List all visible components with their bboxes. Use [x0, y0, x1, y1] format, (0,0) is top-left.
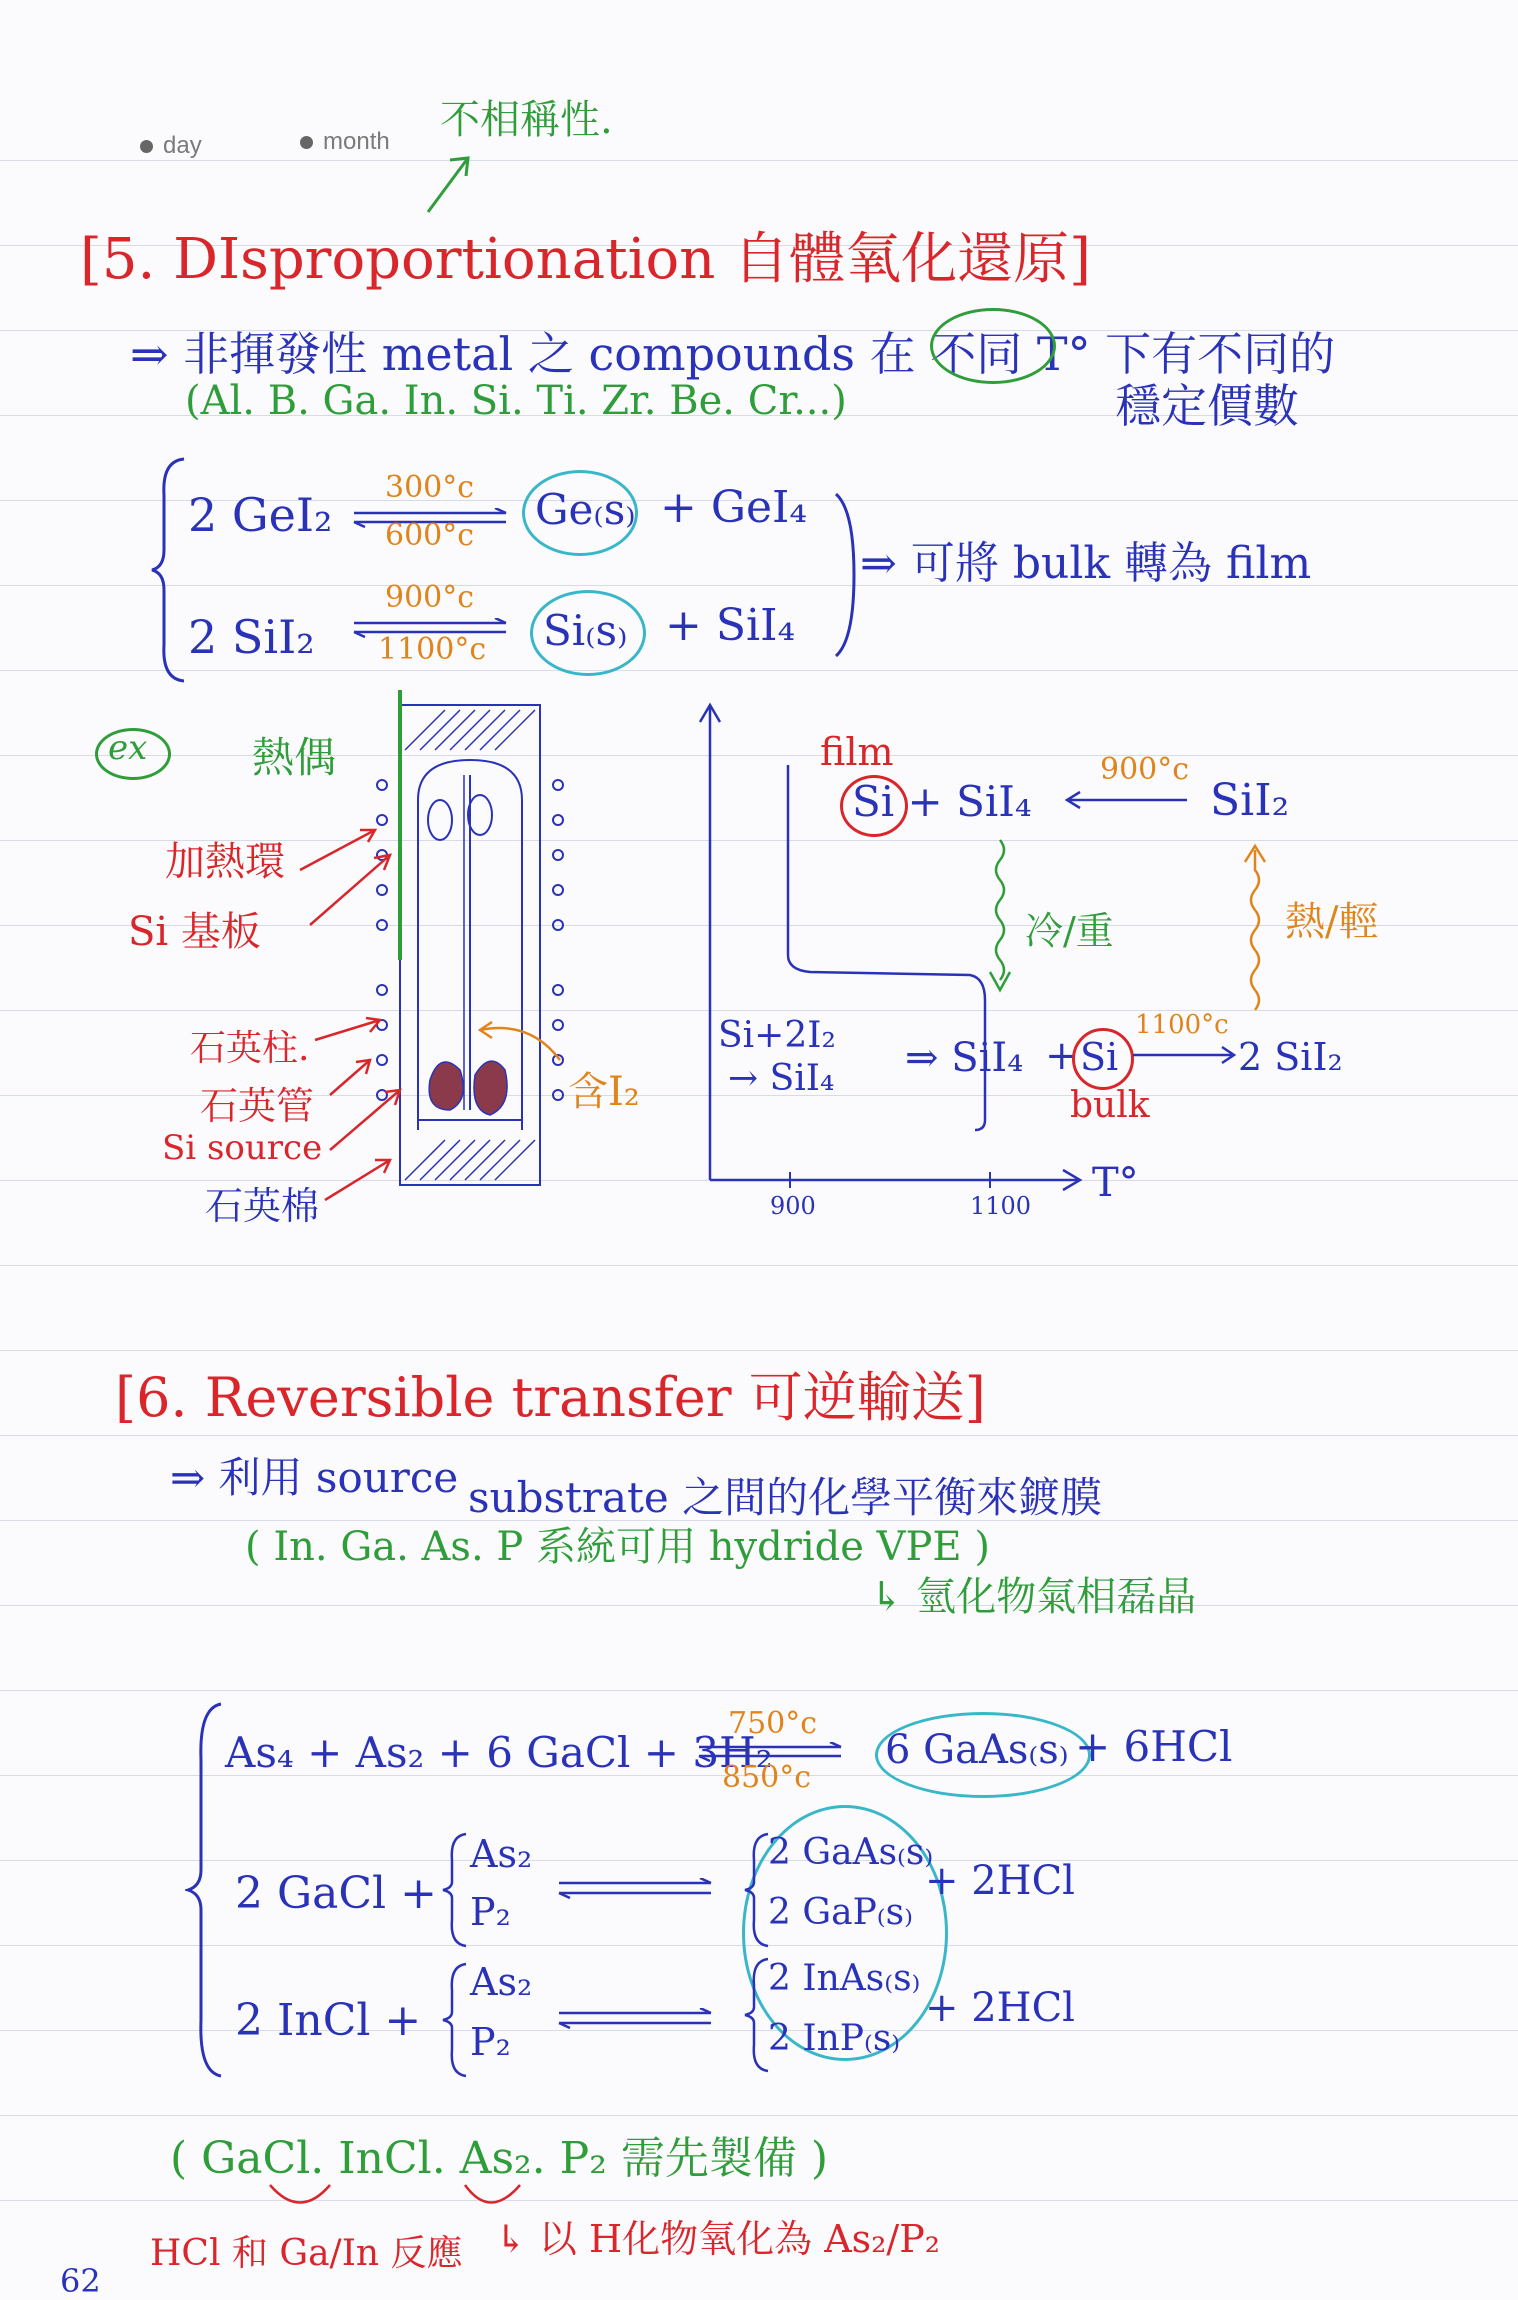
graph-bottom-mid: ⇒ SiI₄ [905, 1035, 1024, 1081]
graph-film-label: film [820, 730, 894, 774]
quartz-rod-label: 石英柱. [190, 1028, 310, 1069]
eq2-byproduct: + SiI₄ [665, 600, 796, 651]
graph-bottom-left-2: → SiI₄ [728, 1058, 835, 1099]
section6-line1b: substrate 之間的化學平衡來鍍膜 [468, 1473, 1103, 1522]
i2-pointer-arrow-icon [470, 1010, 570, 1070]
eqB-reagent-as2: As₂ [470, 1832, 533, 1876]
graph-top-left-reaction: Si + SiI₄ [852, 777, 1032, 826]
section5-line1: ⇒ 非揮發性 metal 之 compounds 在 不同 T° 下有不同的 [130, 327, 1336, 381]
label-pointer-arrows [290, 790, 420, 1240]
eqA-forward-temp: 750°c [728, 1706, 818, 1741]
hydride-vpe-note: ↳ 氫化物氣相磊晶 [870, 1574, 1197, 1620]
ruled-line [0, 2200, 1518, 2201]
right-bracket-icon [832, 490, 862, 660]
equilibrium-arrow-icon [555, 2008, 715, 2030]
ruled-line [0, 2115, 1518, 2116]
page-number: 62 [60, 2262, 101, 2300]
hydride-oxidation-note: ↳ 以 H化物氧化為 As₂/P₂ [495, 2217, 940, 2261]
month-field [300, 128, 390, 156]
equilibrium-arrow-icon [555, 1878, 715, 1900]
eq1-reactant: 2 GeI₂ [188, 488, 333, 542]
note-disproportionation: 不相稱性. [440, 97, 613, 143]
section6-title: [6. Reversible transfer 可逆輸送] [115, 1366, 986, 1429]
day-field [140, 132, 202, 160]
eqA-byproduct: + 6HCl [1075, 1722, 1233, 1771]
graph-bottom-right-species: 2 SiI₂ [1238, 1035, 1343, 1079]
ruled-line [0, 1265, 1518, 1266]
graph-bottom-left-1: Si+2I₂ [718, 1015, 836, 1056]
eqB-reactant: 2 GaCl + [235, 1868, 437, 1919]
eqC-reagent-as2: As₂ [470, 1960, 533, 2004]
hcl-reaction-note: HCl 和 Ga/In 反應 [150, 2233, 463, 2274]
equilibrium-arrow-icon [695, 1742, 845, 1762]
ruled-line [0, 160, 1518, 161]
month-label: month [323, 128, 390, 155]
section5-valence: 穩定價數 [1115, 379, 1299, 433]
substrate-label: Si 基板 [128, 909, 261, 955]
si-source-label: Si source [162, 1128, 323, 1168]
quartz-wool-label: 石英棉 [205, 1184, 320, 1228]
eqC-reactant: 2 InCl + [235, 1995, 422, 2046]
eq2-product: Si₍s₎ [543, 606, 628, 655]
wavy-up-arrow-icon [1240, 840, 1270, 1020]
left-brace-icon [185, 1700, 225, 2080]
x-tick-900: 900 [770, 1192, 816, 1220]
eqC-byproduct: + 2HCl [925, 1985, 1075, 2031]
graph-bottom-temp: 1100°c [1135, 1010, 1229, 1040]
plus-sign: + [1045, 1033, 1079, 1079]
section6-line1a: ⇒ 利用 source [170, 1453, 459, 1502]
eq1-forward-temp: 300°c [385, 470, 475, 505]
highlight-circle [930, 308, 1056, 384]
eq2-reverse-temp: 1100°c [378, 632, 487, 667]
right-arrow-icon [1130, 1045, 1240, 1065]
eqC-product-inp: 2 InP₍s₎ [768, 2018, 901, 2059]
quartz-tube-label: 石英管 [200, 1084, 315, 1128]
eqA-reverse-temp: 850°c [722, 1760, 812, 1795]
eq1-reverse-temp: 600°c [385, 518, 475, 553]
graph-top-temp: 900°c [1100, 752, 1190, 787]
eqB-product-gaas: 2 GaAs₍s₎ [768, 1832, 934, 1873]
left-arrow-icon [1062, 790, 1192, 810]
x-tick-1100: 1100 [970, 1192, 1032, 1220]
eqC-reagent-p2: P₂ [470, 2020, 511, 2064]
eqB-byproduct: + 2HCl [925, 1858, 1075, 1904]
precursor-prep-note: ( GaCl. InCl. As₂. P₂ 需先製備 ) [170, 2133, 829, 2184]
thermocouple-label: 熱偶 [252, 733, 337, 782]
ruled-line [0, 1350, 1518, 1351]
eqA-product: 6 GaAs₍s₎ [885, 1727, 1069, 1773]
section5-elements: (Al. B. Ga. In. Si. Ti. Zr. Be. Cr...) [185, 378, 847, 424]
section5-title: [5. DIsproportionation 自體氧化還原] [80, 227, 1091, 292]
left-brace-icon [440, 1960, 470, 2080]
ruled-line [0, 1690, 1518, 1691]
cold-heavy-label: 冷/重 [1025, 909, 1114, 953]
ruled-line [0, 1435, 1518, 1436]
left-brace-icon [440, 1830, 470, 1950]
eqB-reagent-p2: P₂ [470, 1890, 511, 1934]
bullet-icon [140, 140, 153, 153]
pointer-arrow-icon [420, 150, 480, 220]
x-axis-label: T° [1092, 1160, 1139, 1206]
day-label: day [163, 132, 202, 159]
eqA-reactants: As₄ + As₂ + 6 GaCl + 3H₂ [225, 1728, 773, 1777]
left-brace-icon [150, 455, 190, 685]
eq1-product: Ge₍s₎ [535, 485, 636, 534]
eqB-product-gap: 2 GaP₍s₎ [768, 1892, 913, 1933]
graph-bottom-si: Si [1080, 1035, 1119, 1079]
graph-bulk-label: bulk [1070, 1085, 1150, 1126]
eq2-forward-temp: 900°c [385, 580, 475, 615]
iodine-label: 含I₂ [568, 1069, 640, 1115]
hot-light-label: 熱/輕 [1285, 899, 1379, 945]
example-label: ex [108, 728, 148, 768]
section6-system-note: ( In. Ga. As. P 系統可用 hydride VPE ) [245, 1524, 990, 1570]
bullet-icon [300, 136, 313, 149]
heating-ring-label: 加熱環 [165, 839, 285, 885]
bulk-to-film: ⇒ 可將 bulk 轉為 film [860, 538, 1312, 589]
graph-top-right-species: SiI₂ [1210, 775, 1290, 826]
eqC-product-inas: 2 InAs₍s₎ [768, 1958, 921, 1999]
ruled-line [0, 1605, 1518, 1606]
ruled-line [0, 670, 1518, 671]
eq1-byproduct: + GeI₄ [660, 482, 808, 533]
eq2-reactant: 2 SiI₂ [188, 610, 315, 664]
